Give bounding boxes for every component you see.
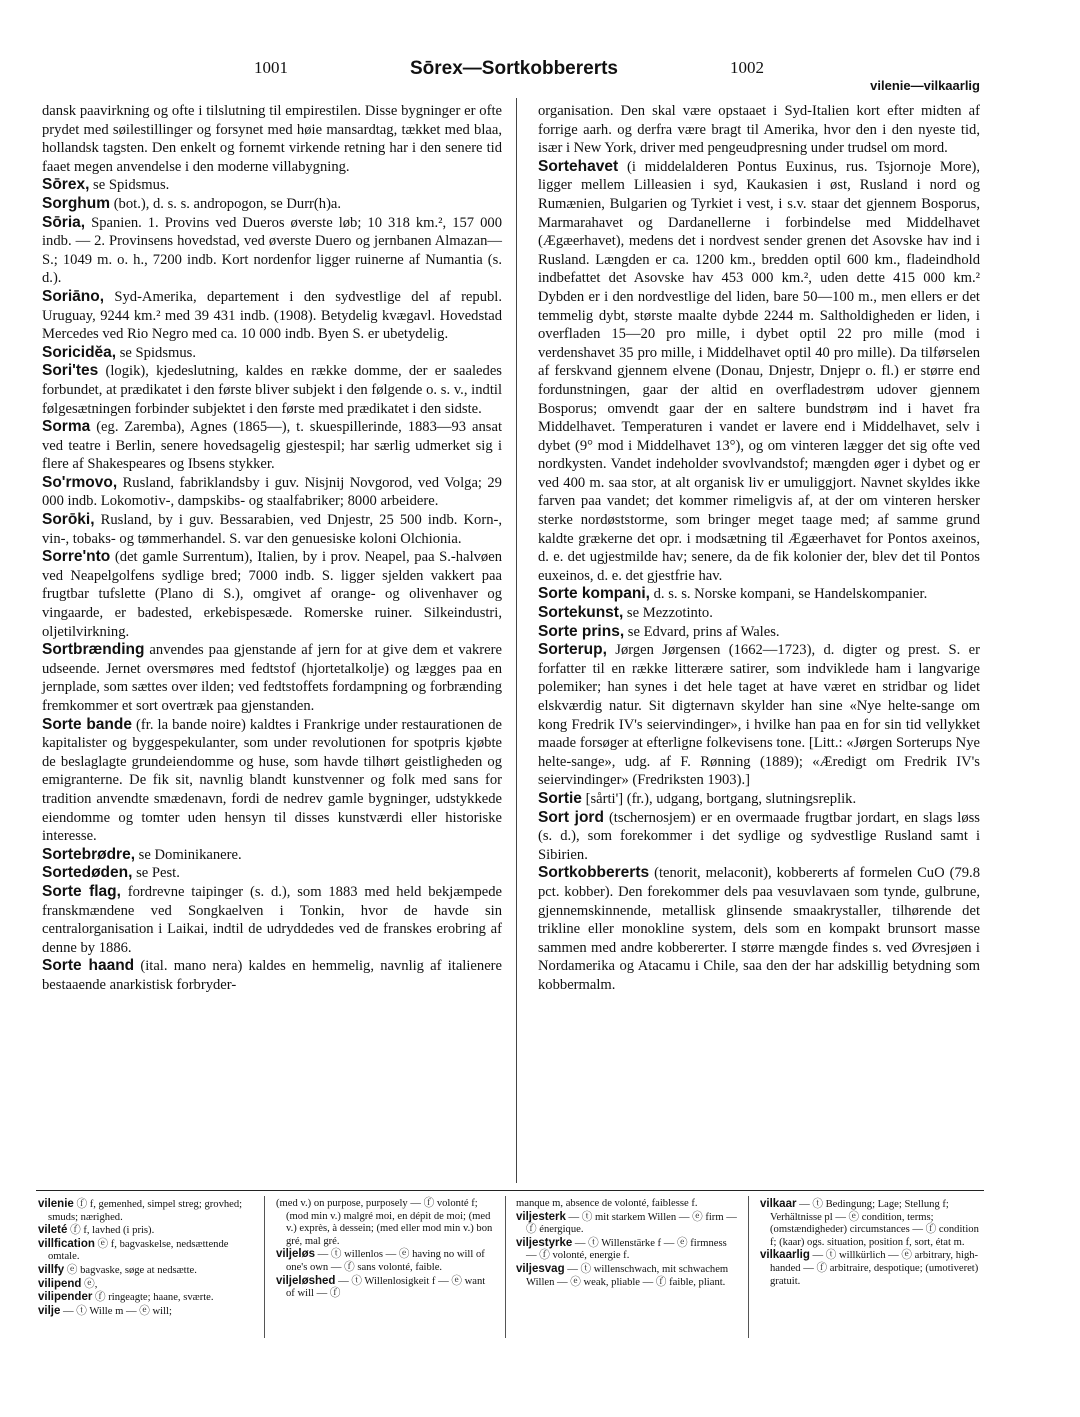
headword: Sortedøden, xyxy=(42,864,133,882)
glossary-entry xyxy=(38,1238,252,1264)
glossary-entry xyxy=(38,1264,252,1278)
dictionary-entry xyxy=(42,641,502,715)
headword: Sorterup, xyxy=(538,641,607,659)
headword: Sortebrødre, xyxy=(42,845,136,863)
headword: Soricidĕa, xyxy=(42,343,117,361)
headword: Sorōki, xyxy=(42,511,95,529)
glossary-headword: viljeløshed xyxy=(276,1274,336,1287)
dictionary-entry xyxy=(42,474,502,511)
entry-text: anvendes paa gjenstande af jern for at give dem et vakrere udseende. Jernet oversmøres med fedtstof (hjortetalkolje) og lægges paa en jernplade, som sættes over ilden; ved fedtstoffets fordampning og forbrænding fremkommer et sort overtræk paa gjenstanden. xyxy=(42,642,502,714)
dictionary-entry xyxy=(538,158,980,586)
glossary-headword: vilipender xyxy=(38,1291,93,1304)
glossary-entry xyxy=(38,1291,252,1305)
glossary-entry xyxy=(38,1224,252,1238)
entry-text: (logik), kjedeslutning, kaldes en række domme, der er saaledes forbundet, at prædikatet i den første bliver subjekt i den følgende o. s. v., indtil følgesætningen forbinder subjektet i den første med prædikatet i den sidste. xyxy=(42,363,502,417)
entry-text: Syd-Amerika, departement i den sydvestlige del af republ. Uruguay, 9244 km.² med 39 431 indb. (1908). Betydelig kvægavl. Hovedstad Mercedes ved Rio Negro med ca. 10 000 indb. Byen S. er ubetydelig. xyxy=(42,288,502,343)
dictionary-entry xyxy=(538,604,980,623)
entry-text: Rusland, by i guv. Bessarabien, ved Dnjestr, 25 500 indb. Korn-, vin-, tobaks- og tømmerhandel. S. var den genuesiske koloni Olchionia. xyxy=(42,512,503,547)
dictionary-entry xyxy=(538,809,980,865)
entry-text: (ital. mano nera) kaldes en hemmelig, navnlig af italienere bestaaende anarkistisk forbryder- xyxy=(42,958,503,993)
glossary-text: — ⓣ Wille m — ⓔ will; xyxy=(63,1305,172,1317)
entry-text: se Edvard, prins af Wales. xyxy=(627,623,780,640)
glossary-headword: vilje xyxy=(38,1304,61,1317)
headword: Sorte prins, xyxy=(538,622,625,640)
glossary-text: ⓕ ringeagte; haane, sværte. xyxy=(94,1292,214,1304)
footer-column-4 xyxy=(760,1198,982,1288)
left-column xyxy=(42,102,502,995)
dictionary-entry xyxy=(538,623,980,642)
glossary-text: — ⓣ willkürlich — ⓔ arbitrary, high-handed — ⓕ arbitraire, despotique; (umotiveret) gratuit. xyxy=(770,1250,979,1287)
footer-divider-3 xyxy=(748,1196,749,1338)
glossary-text: manque m, absence de volonté, faiblesse f. xyxy=(516,1198,698,1209)
right-column xyxy=(538,102,980,995)
glossary-entry xyxy=(516,1263,738,1289)
entry-text: (eg. Zaremba), Agnes (1865—), t. skuespillerinde, 1883—93 ansat ved teatre i Berlin, senere hovedsagelig gjestespil; har særlig udmerket sig i flere af Shakespeares og Ibsens stykker. xyxy=(42,419,502,473)
footer-divider-1 xyxy=(264,1196,265,1338)
entry-text: (bot.), d. s. s. andropogon, se Durr(h)a. xyxy=(113,195,342,212)
glossary-headword: vileté xyxy=(38,1224,68,1237)
headword: Sori'tes xyxy=(42,362,99,380)
headword: Sorre'nto xyxy=(42,548,111,566)
dictionary-entry xyxy=(42,846,502,865)
headword: Sorte bande xyxy=(42,715,132,733)
glossary-text: — ⓣ willenlos — ⓔ having no will of one's own — ⓕ sans volonté, faible. xyxy=(286,1249,485,1273)
entry-text: (det gamle Surrentum), Italien, by i prov. Neapel, paa S.-halvøen ved Neapelgolfens sydlige bred; 7000 indb. S. ligger sjelden vakkert paa frugtbar tufslette (Plano di S.), omgivet af orange- og olivenhaver og vingaarde, er badested, erkebispesæde. Romerske ruiner. Silkeindustri, oljetilvirkning. xyxy=(42,549,502,640)
glossary-entry xyxy=(760,1249,982,1288)
dictionary-entry xyxy=(42,288,502,344)
glossary-text: ⓔ, xyxy=(84,1278,98,1290)
glossary-entry xyxy=(38,1198,252,1224)
catchword: vilenie—vilkaarlig xyxy=(870,78,980,93)
column-divider xyxy=(516,98,517,1183)
dictionary-entry xyxy=(42,344,502,363)
dictionary-entry xyxy=(42,548,502,641)
glossary-text: — ⓣ Bedingung; Lage; Stellung f; Verhältnisse pl — ⓔ condition, terms; (omstændigheder) circumstances — ⓕ condition f; (kaar) ogs. situation, position f, sort, état m. xyxy=(770,1199,979,1248)
glossary-headword: vilipend xyxy=(38,1277,82,1290)
entry-text: se Spidsmus. xyxy=(119,344,196,361)
dictionary-entry xyxy=(42,102,502,176)
dictionary-entry xyxy=(42,957,502,994)
glossary-entry xyxy=(760,1198,982,1249)
headword: Soriāno, xyxy=(42,287,105,305)
headword: Sorte flag, xyxy=(42,882,121,900)
dictionary-entry xyxy=(42,716,502,846)
glossary-entry xyxy=(38,1278,252,1292)
page-title: Sōrex—Sortkobbererts xyxy=(409,58,618,79)
page-number-right: 1002 xyxy=(730,58,764,77)
glossary-entry xyxy=(38,1305,252,1319)
glossary-headword: villfication xyxy=(38,1237,95,1250)
headword: Sorma xyxy=(42,418,91,436)
glossary-headword: villfy xyxy=(38,1263,65,1276)
entry-text: (tenorit, melaconit), kobbererts af formelen CuO (79.8 pct. kobber). Den forekommer dels paa vesuvlavaen som tynde, gulbrune, gjennemskinnende, metallisk glinsende smaakrystaller, tilhørende det trikline eller monokline system, dels som en kompakt brunsort masse sammen med andre kobbererter. I større mængde findes s. ved Øvresjøen i Nordamerika og Atacamu i Chile, saa den der har adskillig betydning som kobbermalm. xyxy=(538,865,980,993)
glossary-headword: vilkaar xyxy=(760,1198,797,1210)
footer-divider-2 xyxy=(505,1196,506,1338)
headword: Sortbrænding xyxy=(42,641,145,659)
dictionary-entry xyxy=(538,585,980,604)
footer-column-1 xyxy=(38,1198,252,1318)
dictionary-entry xyxy=(42,214,502,288)
dictionary-entry xyxy=(538,641,980,790)
glossary-text: ⓔ bagvaske, søge at nedsætte. xyxy=(66,1264,197,1276)
glossary-entry xyxy=(276,1198,494,1248)
entry-text: [sårti'] (fr.), udgang, bortgang, slutningsreplik. xyxy=(585,790,857,807)
dictionary-entry xyxy=(538,864,980,994)
dictionary-entry xyxy=(538,102,980,158)
glossary-entry xyxy=(516,1198,738,1211)
glossary-text: — ⓣ Willenlosigkeit f — ⓔ want of will — ⓕ xyxy=(286,1275,486,1300)
entry-text: Spanien. 1. Provins ved Dueros øverste løb; 10 318 km.², 157 000 indb. — 2. Provinsens hovedstad, ved øverste Duero og jernbanen Almazan—S.; 1049 m. o. h., 7200 indb. Kort nordenfor ligger ruinerne af Numantia (s. d.). xyxy=(42,214,502,287)
glossary-entry xyxy=(516,1237,738,1263)
entry-text: (fr. la bande noire) kaldtes i Frankrige under restaurationen de kapitalister og byggespekulanter, som under revolutionen for spotpris kjøbte de beslaglagte grundeiendomme og huse, som havde tilhørt geistligheden og emigranterne. De fik sit, navnlig blandt kunstvenner og folk med sans for tradition anvendte smædenavn, fordi de nedrev gamle bygninger, udstykkede eiendomme og tomter uden hensyn til disses kunstværdi eller historiske interesse. xyxy=(42,716,502,845)
dictionary-entry xyxy=(42,883,502,957)
dictionary-entry xyxy=(42,176,502,195)
glossary-entry xyxy=(276,1275,494,1301)
headword: Sorte haand xyxy=(42,957,135,975)
glossary-text: (med v.) on purpose, purposely — ⓕ volonté f; (mod min v.) malgré moi, en dépit de moi; (med v.) exprès, à dessein; (med eller mod min v.) bon gré, mal gré. xyxy=(276,1198,493,1247)
page-number-left: 1001 xyxy=(254,58,288,77)
glossary-headword: viljesterk xyxy=(516,1210,566,1223)
headword: Sortehavet xyxy=(538,157,619,175)
headword: Sortie xyxy=(538,789,582,807)
entry-text: organisation. Den skal være opstaaet i Syd-Italien kort efter midten af forrige aarh. og derfra være bragt til Amerika, hvor den i den nyeste tid, især i New York, driver med pengeudpresning under trudsel om mord. xyxy=(538,103,980,157)
glossary-text: — ⓣ willenschwach, mit schwachem Willen — ⓔ weak, pliable — ⓕ faible, pliant. xyxy=(526,1263,729,1288)
dictionary-entry xyxy=(42,864,502,883)
footer-column-2 xyxy=(276,1198,494,1301)
dictionary-entry xyxy=(42,362,502,418)
headword: Sortekunst, xyxy=(538,604,624,622)
headword: Sortkobbererts xyxy=(538,864,650,882)
glossary-headword: viljesvag xyxy=(516,1262,565,1275)
dictionary-entry xyxy=(538,790,980,809)
headword: Sōrex, xyxy=(42,176,90,194)
entry-text: fordrevne taipinger (s. d.), som 1883 med held bekjæmpede franskmændene ved Songkaelven i Tonkin, hvor de havde sin centralorganisation i Laikai, indtil de udryddedes ved de franskes erobring af denne by 1886. xyxy=(42,883,502,956)
dictionary-entry xyxy=(42,195,502,214)
entry-text: se Dominikanere. xyxy=(138,846,242,863)
headword: So'rmovo, xyxy=(42,473,118,491)
headword: Sōria, xyxy=(42,213,86,231)
entry-text: (i middelalderen Pontus Euxinus, rus. Tsjornoje More), ligger mellem Lilleasien i syd, Kaukasien i øst, Rusland i nord og Rumænien, Bulgarien og Tyrkiet i vest, i s.v. staar det gjennem Bosporus, Marmarahavet og Dardanellerne i forbindelse med Middelhavet (Ægæerhavet), medens det i nordvest sender grenen det Asovske hav ind i Rusland. Længden er ca. 1200 km., bredden optil 600 km., fladeindhold indbefattet det Asovske hav 453 000 km.², uden dette 415 000 km.² Dybden er i den nordvestlige del liden, bare 50—100 m., men ellers er det temmelig dybt, største maalte dybde 2244 m. Saltholdigheden er liden, i overfladen 15—20 pro mille, i dybet optil 22 pro mille (mod i verdenshavet 35 pro mille, i Middelhavet optil 40 pro mille). Da tilførselen af ferskvand gjennem elvene (Donau, Dnjestr, Dnjepr o. fl.) er større end fordunstningen, gaar der altid en overfladestrøm udover gjennem Bosporus; omvendt gaar der en saltere bundstrøm ind i havet fra Middelhavet. Temperaturen i vandet er lavere end i Middelhavet, selv i dybet (9° mod i Middelhavet 13°), og om vinteren lægger det sig ofte ved nordkysten. Vandet indeholder svovlvandstof; mængden øger i dybet og er ved 400 m. saa stor, at alt organisk liv er umuliggjort. Navnet skyldes ikke farven paa vandet; det kommer rimeligvis af, at der om vinteren hersker sterke nordøststorme, som bringer meget taage med; af samme grund kaldte grækerne det opr. i modsætning til Ægæerhavet for Pontos axeinos, d. e. det ugjestmilde hav; senere, da de fik kolonier der, blev det til Pontos euxeinos, d. e. det gjestfrie hav. xyxy=(538,158,980,584)
glossary-text: ⓕ f, lavhed (i pris). xyxy=(70,1225,155,1237)
entry-text: se Mezzotinto. xyxy=(626,605,713,622)
headword: Sorte kompani, xyxy=(538,585,650,603)
glossary-headword: vilkaarlig xyxy=(760,1249,810,1262)
entry-text: (tschernosjem) er en overmaade frugtbar jordart, en slags løss (s. d.), som forekommer i det sydlige og sydvestlige Rusland samt i Sibirien. xyxy=(538,809,980,863)
glossary-headword: viljeløs xyxy=(276,1248,315,1261)
dictionary-entry xyxy=(42,418,502,474)
entry-text: se Spidsmus. xyxy=(93,177,170,194)
headword: Sorghum xyxy=(42,194,111,212)
glossary-headword: viljestyrke xyxy=(516,1236,573,1249)
entry-text: d. s. s. Norske kompani, se Handelskompanier. xyxy=(653,586,928,603)
glossary-entry xyxy=(276,1248,494,1274)
glossary-text: ⓕ f, gemenhed, simpel streg; grovhed; smuds; nærighed. xyxy=(48,1199,243,1223)
footer-divider xyxy=(36,1190,984,1191)
entry-text: Rusland, fabriklandsby i guv. Nisjnij Novgorod, ved Volga; 29 000 indb. Lokomotiv-, dampskibs- og staalfabriker; 8000 arbeidere. xyxy=(42,474,502,510)
headword: Sort jord xyxy=(538,808,604,826)
glossary-entry xyxy=(516,1211,738,1237)
glossary-headword: vilenie xyxy=(38,1198,74,1210)
dictionary-entry xyxy=(42,511,502,548)
entry-text: Jørgen Jørgensen (1662—1723), d. digter og prest. S. er forfatter til en række litterære satirer, som indviklede ham i langvarige polemiker; han synes i det hele taget at have været en stridbar og lidet elskværdig natur. Sit digternavn skylder han sine «Nye helte-sange om kong Fredrik IV's seiervindinger», i hvilke han paa en for sin tid vellykket maade forsøger at efterligne folkevisens tone. [Litt.: «Jørgen Sorterups Nye helte-sange», udg. af F. Rønning (1889); «Æredigt om Fredrik IV's seiervindinger» (Fredriksten 1903).] xyxy=(538,642,980,789)
footer-column-3 xyxy=(516,1198,738,1289)
glossary-text: — ⓣ Willenstärke f — ⓔ firmness — ⓕ volonté, energie f. xyxy=(526,1237,727,1262)
entry-text: dansk paavirkning og ofte i tilslutning til empirestilen. Disse bygninger er ofte prydet med søilestillinger og forsynet med høie mansardtag, tækket med blaa, hollandsk tagsten. Den enkelt og fornemt virkende retning har i den senere tid faaet megen anvendelse i den moderne villabygning. xyxy=(42,103,502,175)
glossary-text: ⓔ f, bagvaskelse, nedsættende omtale. xyxy=(48,1238,229,1263)
entry-text: se Pest. xyxy=(136,865,180,882)
glossary-text: — ⓣ mit starkem Willen — ⓔ firm — ⓕ énergique. xyxy=(526,1211,737,1236)
